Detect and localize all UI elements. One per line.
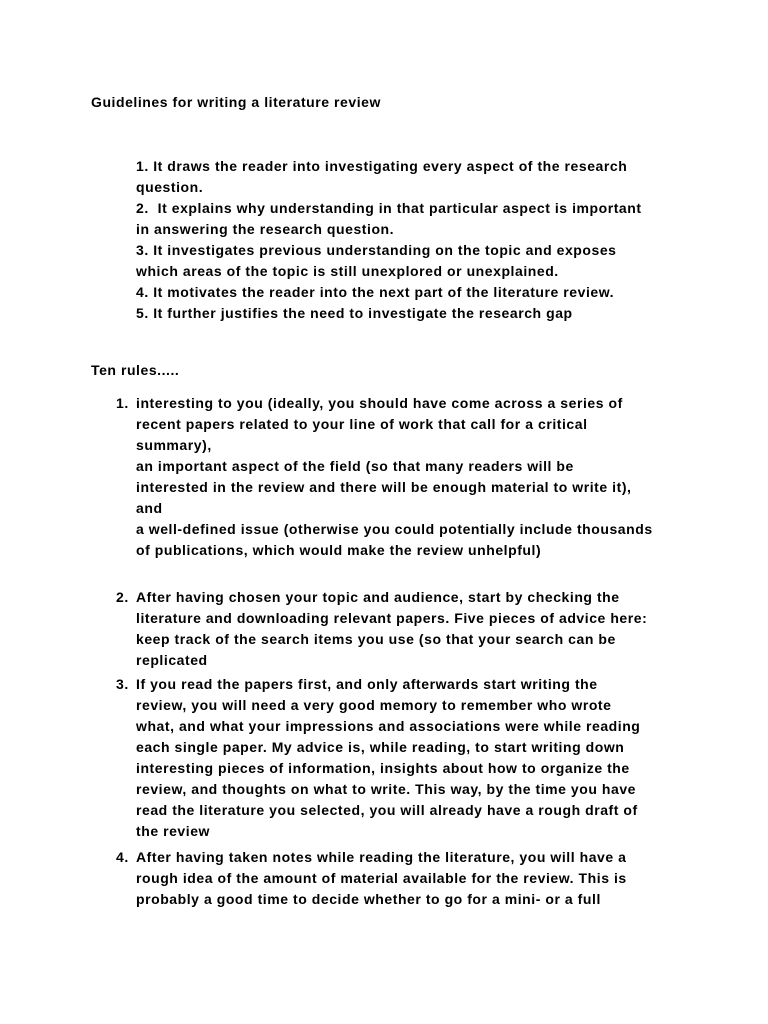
rule-line: After having taken notes while reading the literature, you will have a [136, 849, 627, 865]
rule-line: probably a good time to decide whether to go for a mini- or a full [136, 891, 601, 907]
rule-line: summary), [136, 437, 212, 453]
rule-line: of publications, which would make the review unhelpful) [136, 542, 542, 558]
intro-line: 4. It motivates the reader into the next part of the literature review. [136, 284, 615, 300]
rule-line: review, and thoughts on what to write. This way, by the time you have [136, 781, 637, 797]
rule-line: replicated [136, 652, 208, 668]
rule-1-text [136, 393, 653, 561]
rule-line: interesting to you (ideally, you should have come across a series of [136, 395, 623, 411]
rule-line: interesting pieces of information, insights about how to organize the [136, 760, 630, 776]
intro-line: which areas of the topic is still unexplored or unexplained. [136, 263, 559, 279]
document-title: Guidelines for writing a literature review [91, 94, 381, 110]
intro-line: in answering the research question. [136, 221, 395, 237]
rule-line: an important aspect of the field (so that many readers will be [136, 458, 574, 474]
rule-line: each single paper. My advice is, while reading, to start writing down [136, 739, 625, 755]
rule-line: After having chosen your topic and audience, start by checking the [136, 589, 620, 605]
rule-line: recent papers related to your line of work that call for a critical [136, 416, 588, 432]
rule-number: 2. [116, 589, 129, 605]
intro-line: 2. It explains why understanding in that particular aspect is important [136, 200, 642, 216]
rule-line: If you read the papers first, and only afterwards start writing the [136, 676, 598, 692]
rule-line: literature and downloading relevant papers. Five pieces of advice here: [136, 610, 648, 626]
rule-line: what, and what your impressions and associations were while reading [136, 718, 641, 734]
rule-number: 1. [116, 395, 129, 411]
rule-line: the review [136, 823, 210, 839]
intro-line: question. [136, 179, 204, 195]
rule-2-text [136, 587, 647, 671]
intro-line: 3. It investigates previous understanding on the topic and exposes [136, 242, 617, 258]
rule-line: a well-defined issue (otherwise you could potentially include thousands [136, 521, 653, 537]
intro-list [136, 156, 642, 324]
rule-3-text [136, 674, 640, 842]
rule-number: 4. [116, 849, 129, 865]
rule-line: interested in the review and there will be enough material to write it), [136, 479, 632, 495]
intro-line: 5. It further justifies the need to investigate the research gap [136, 305, 573, 321]
rule-line: review, you will need a very good memory to remember who wrote [136, 697, 612, 713]
rule-line: read the literature you selected, you will already have a rough draft of [136, 802, 638, 818]
intro-line: 1. It draws the reader into investigating every aspect of the research [136, 158, 628, 174]
rule-line: keep track of the search items you use (so that your search can be [136, 631, 616, 647]
rule-number: 3. [116, 676, 129, 692]
rule-4-text [136, 847, 627, 910]
rule-line: rough idea of the amount of material available for the review. This is [136, 870, 627, 886]
ten-rules-heading: Ten rules..... [91, 362, 180, 378]
rule-line: and [136, 500, 163, 516]
